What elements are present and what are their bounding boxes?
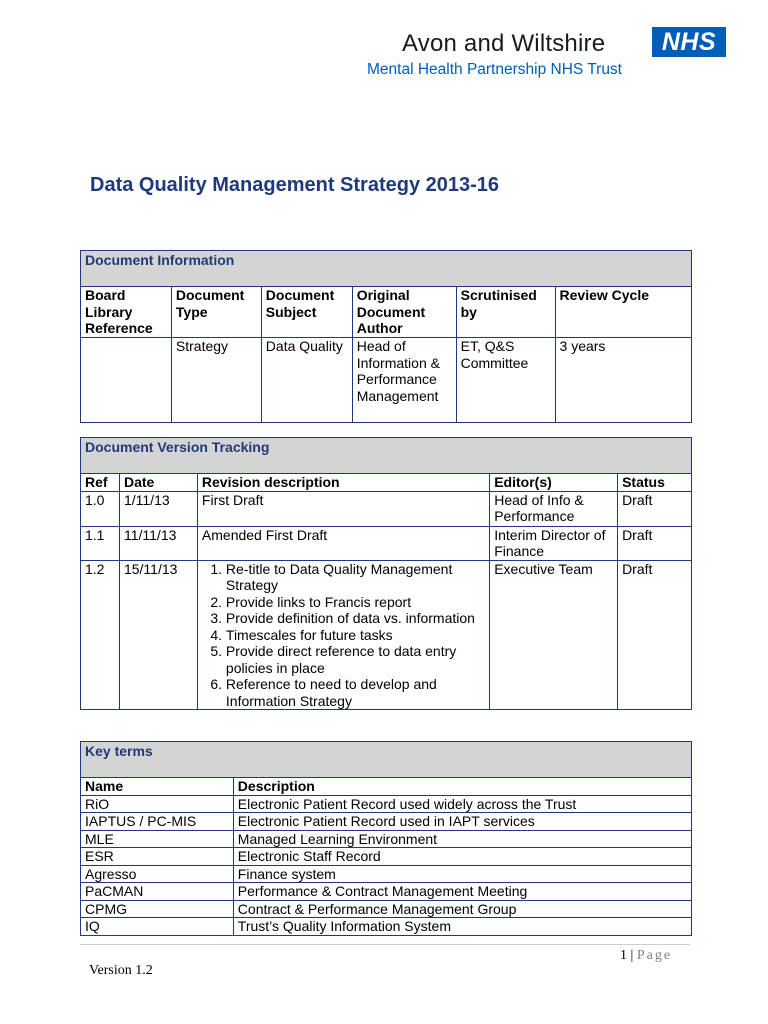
column-header: Ref <box>81 474 120 492</box>
revision-description-cell: First Draft <box>197 491 489 526</box>
document-subject: Data Quality <box>261 338 352 423</box>
table-row <box>81 526 692 560</box>
column-header: Original Document Author <box>352 287 456 338</box>
ref-cell: 1.1 <box>81 526 120 560</box>
revision-item: 4. Timescales for future tasks <box>226 627 485 644</box>
table-row <box>81 491 692 526</box>
term-name: ESR <box>81 848 234 866</box>
page-word: Page <box>636 948 673 963</box>
status-cell: Draft <box>618 526 692 560</box>
column-header: Scrutinised by <box>456 287 555 338</box>
term-description: Finance system <box>233 865 691 883</box>
status-cell: Draft <box>618 560 692 710</box>
date-cell: 11/11/13 <box>119 526 197 560</box>
revision-item: 3. Provide definition of data vs. information <box>226 610 485 627</box>
page-number <box>620 948 672 964</box>
table-row <box>81 795 692 813</box>
editor-cell: Head of Info & Performance <box>490 491 618 526</box>
table-row <box>81 560 692 710</box>
document-title: Data Quality Management Strategy 2013-16 <box>90 174 500 196</box>
table-row <box>81 883 692 901</box>
term-name: RiO <box>81 795 234 813</box>
revision-item: 5. Provide direct reference to data entry policies in place <box>226 643 485 676</box>
ref-cell: 1.2 <box>81 560 120 710</box>
ref-cell: 1.0 <box>81 491 120 526</box>
document-information-heading: Document Information <box>81 251 692 287</box>
table-row <box>81 830 692 848</box>
revision-list <box>202 561 485 710</box>
document-type: Strategy <box>171 338 261 423</box>
board-library-reference <box>81 338 172 423</box>
table-row <box>81 848 692 866</box>
table-row <box>81 865 692 883</box>
term-description: Trust’s Quality Information System <box>233 918 691 936</box>
column-header: Revision description <box>197 474 489 492</box>
revision-item: 1. Re-title to Data Quality Management Strategy <box>226 561 485 594</box>
column-header: Name <box>81 778 234 796</box>
status-cell: Draft <box>618 491 692 526</box>
version-label: Version 1.2 <box>89 963 153 978</box>
term-name: PaCMAN <box>81 883 234 901</box>
review-cycle: 3 years <box>555 338 691 423</box>
term-description: Managed Learning Environment <box>233 830 691 848</box>
key-terms-heading: Key terms <box>81 742 692 778</box>
editor-cell: Executive Team <box>490 560 618 710</box>
column-header: Document Type <box>171 287 261 338</box>
column-header: Review Cycle <box>555 287 691 338</box>
key-terms-table <box>80 741 692 936</box>
column-header: Status <box>618 474 692 492</box>
column-header: Editor(s) <box>490 474 618 492</box>
term-name: IAPTUS / PC-MIS <box>81 813 234 831</box>
revision-description-cell <box>197 560 489 710</box>
revision-description-cell: Amended First Draft <box>197 526 489 560</box>
date-cell: 1/11/13 <box>119 491 197 526</box>
nhs-logo: NHS <box>652 27 726 57</box>
column-header: Document Subject <box>261 287 352 338</box>
term-name: Agresso <box>81 865 234 883</box>
term-description: Electronic Patient Record used widely across the Trust <box>233 795 691 813</box>
term-description: Performance & Contract Management Meeting <box>233 883 691 901</box>
term-description: Electronic Patient Record used in IAPT services <box>233 813 691 831</box>
column-header: Board Library Reference <box>81 287 172 338</box>
revision-item: 6. Reference to need to develop and Information Strategy <box>226 676 485 709</box>
page-separator: | <box>630 948 634 963</box>
column-header: Description <box>233 778 691 796</box>
original-document-author: Head of Information & Performance Management <box>352 338 456 423</box>
term-name: CPMG <box>81 900 234 918</box>
org-name: Avon and Wiltshire <box>402 30 606 57</box>
date-cell: 15/11/13 <box>119 560 197 710</box>
table-row <box>81 813 692 831</box>
page-number-value: 1 <box>620 948 627 963</box>
document-information-table <box>80 250 692 423</box>
table-row <box>81 900 692 918</box>
editor-cell: Interim Director of Finance <box>490 526 618 560</box>
revision-item: 2. Provide links to Francis report <box>226 594 485 611</box>
footer-divider <box>80 944 690 945</box>
column-header: Date <box>119 474 197 492</box>
table-row <box>81 918 692 936</box>
term-name: IQ <box>81 918 234 936</box>
scrutinised-by: ET, Q&S Committee <box>456 338 555 423</box>
org-subtitle: Mental Health Partnership NHS Trust <box>367 61 622 78</box>
term-name: MLE <box>81 830 234 848</box>
term-description: Electronic Staff Record <box>233 848 691 866</box>
version-tracking-table <box>80 437 692 710</box>
term-description: Contract & Performance Management Group <box>233 900 691 918</box>
version-tracking-heading: Document Version Tracking <box>81 438 692 474</box>
